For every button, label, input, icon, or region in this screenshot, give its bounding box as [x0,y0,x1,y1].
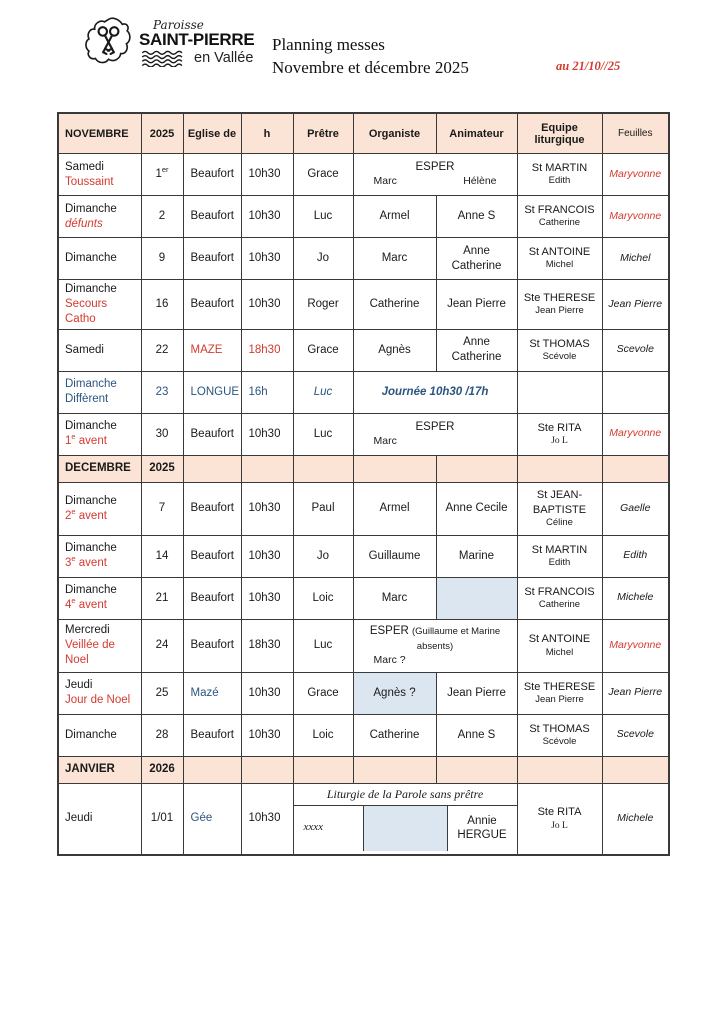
month-row [58,756,669,783]
animator-cell: Anne S [436,714,517,756]
animator-cell: Jean Pierre [436,280,517,330]
table-row [58,714,669,756]
sheets-cell: Michel [602,238,669,280]
logo-sub-name: en Vallée [194,50,254,67]
time-cell: 10h30 [241,196,293,238]
date-cell: 23 [141,371,183,413]
liturgy-team-cell: St MARTIN Edith [517,535,602,577]
animator-cell: Anne Catherine [436,238,517,280]
liturgy-sub-cell: xxxx [294,806,364,851]
liturgy-team-cell: St MARTIN Edith [517,154,602,196]
time-cell: 18h30 [241,329,293,371]
day-cell: Dimanche 1e avent [58,413,141,455]
time-cell: 10h30 [241,280,293,330]
planning-table [57,112,670,856]
sheets-cell: Edith [602,535,669,577]
priest-cell: Paul [293,482,353,535]
liturgy-team-cell: St FRANCOIS Catherine [517,577,602,619]
day-cell: Dimanche 2e avent [58,482,141,535]
church-cell: Beaufort [183,714,241,756]
day-cell: Jeudi [58,783,141,855]
liturgy-team-cell: Ste RITA Jo L [517,413,602,455]
priest-cell: Jo [293,535,353,577]
empty-cell [436,455,517,482]
priest-cell: Loic [293,577,353,619]
logo-main-name: SAINT-PIERRE [139,30,255,50]
liturgy-team-cell: Ste RITA Jo L [517,783,602,855]
date-cell: 2 [141,196,183,238]
sheets-cell: Jean Pierre [602,280,669,330]
day-cell: Samedi Toussaint [58,154,141,196]
date-cell: 1er [141,154,183,196]
animator-cell: Marine [436,535,517,577]
empty-cell [353,756,436,783]
date-cell: 1/01 [141,783,183,855]
date-cell: 16 [141,280,183,330]
priest-cell: Luc [293,413,353,455]
day-cell: Dimanche Secours Catho [58,280,141,330]
empty-cell [241,756,293,783]
date-cell: 30 [141,413,183,455]
church-cell: Beaufort [183,413,241,455]
organist-cell: Armel [353,482,436,535]
table-row [58,482,669,535]
empty-cell [183,756,241,783]
sheets-cell: Jean Pierre [602,672,669,714]
liturgy-note: Liturgie de la Parole sans prêtre [294,784,517,806]
empty-cell [183,455,241,482]
priest-cell: Grace [293,329,353,371]
time-cell: 10h30 [241,577,293,619]
planning-table-body [58,154,669,855]
animator-cell: Anne Catherine [436,329,517,371]
organist-cell: Marc [353,238,436,280]
col-year: 2025 [141,113,183,154]
col-hour: h [241,113,293,154]
table-row [58,672,669,714]
day-cell: Dimanche [58,714,141,756]
animator-cell: Anne S [436,196,517,238]
church-cell: Beaufort [183,154,241,196]
day-cell: Dimanche 4e avent [58,577,141,619]
day-cell: Dimanche Diffèrent [58,371,141,413]
empty-cell [353,455,436,482]
priest-cell: Roger [293,280,353,330]
table-row [58,196,669,238]
sheets-cell: Scevole [602,329,669,371]
church-cell: Beaufort [183,482,241,535]
parish-logo-text [139,19,254,67]
organist-animator-cell: ESPER (Guillaume et Marine absents) Marc ? [353,619,517,672]
organist-cell: Catherine [353,280,436,330]
sheets-cell: Scevole [602,714,669,756]
table-row [58,413,669,455]
liturgy-team-cell: Ste THERESE Jean Pierre [517,672,602,714]
time-cell: 10h30 [241,535,293,577]
time-cell: 10h30 [241,783,293,855]
animator-cell [436,577,517,619]
document-title [272,33,469,80]
table-row [58,154,669,196]
table-row [58,280,669,330]
col-sheets: Feuilles [602,113,669,154]
crossed-keys-icon [84,17,133,69]
liturgy-team-cell: St THOMAS Scévole [517,714,602,756]
organist-animator-cell: Journée 10h30 /17h [353,371,517,413]
date-cell: 24 [141,619,183,672]
liturgy-team-cell: St THOMAS Scévole [517,329,602,371]
liturgy-team-cell: St ANTOINE Michel [517,619,602,672]
empty-cell [517,756,602,783]
church-cell: Beaufort [183,238,241,280]
animator-cell: Jean Pierre [436,672,517,714]
waves-icon [139,50,189,67]
church-cell: Beaufort [183,280,241,330]
empty-cell [293,756,353,783]
liturgy-team-cell [517,371,602,413]
church-cell: Beaufort [183,619,241,672]
priest-cell: Grace [293,672,353,714]
priest-cell: Loic [293,714,353,756]
table-row [58,783,669,855]
year-cell: 2025 [141,455,183,482]
table-row [58,535,669,577]
month-cell: DECEMBRE [58,455,141,482]
year-cell: 2026 [141,756,183,783]
organist-animator-cell: ESPER Marc [353,413,517,455]
month-row [58,455,669,482]
liturgy-sub-cell [364,806,448,851]
col-month: NOVEMBRE [58,113,141,154]
organist-cell: Agnès [353,329,436,371]
day-cell: Samedi [58,329,141,371]
priest-cell: Luc [293,371,353,413]
day-cell: Dimanche 3e avent [58,535,141,577]
date-cell: 22 [141,329,183,371]
title-line1: Planning messes [272,35,385,54]
empty-cell [602,756,669,783]
sheets-cell [602,371,669,413]
title-line2: Novembre et décembre 2025 [272,58,469,78]
empty-cell [436,756,517,783]
church-cell: MAZE [183,329,241,371]
table-row [58,619,669,672]
time-cell: 10h30 [241,238,293,280]
church-cell: Beaufort [183,577,241,619]
time-cell: 10h30 [241,413,293,455]
organist-cell: Marc [353,577,436,619]
sheets-cell: Maryvonne [602,619,669,672]
church-cell: Beaufort [183,535,241,577]
date-cell: 14 [141,535,183,577]
organist-cell: Armel [353,196,436,238]
priest-cell: Luc [293,619,353,672]
date-cell: 7 [141,482,183,535]
updated-date-note: au 21/10//25 [556,59,621,73]
sheets-cell: Michele [602,577,669,619]
time-cell: 10h30 [241,714,293,756]
time-cell: 10h30 [241,672,293,714]
empty-cell [602,455,669,482]
col-church: Eglise de [183,113,241,154]
month-cell: JANVIER [58,756,141,783]
organist-animator-cell: ESPER Marc Hélène [353,154,517,196]
parish-logo [84,17,254,69]
church-cell: Mazé [183,672,241,714]
day-cell: Dimanche défunts [58,196,141,238]
col-priest: Prêtre [293,113,353,154]
church-cell: Beaufort [183,196,241,238]
col-animator: Animateur [436,113,517,154]
empty-cell [517,455,602,482]
sheets-cell: Maryvonne [602,154,669,196]
date-cell: 9 [141,238,183,280]
table-row [58,238,669,280]
priest-cell: Jo [293,238,353,280]
empty-cell [293,455,353,482]
table-row [58,577,669,619]
table-row [58,371,669,413]
animator-cell: Anne Cecile [436,482,517,535]
time-cell: 10h30 [241,154,293,196]
logo-script-word: Paroisse [153,17,204,32]
organist-cell: Agnès ? [353,672,436,714]
date-cell: 21 [141,577,183,619]
date-cell: 28 [141,714,183,756]
col-liturgy-team: Equipe liturgique [517,113,602,154]
sheets-cell: Maryvonne [602,413,669,455]
sheets-cell: Maryvonne [602,196,669,238]
day-cell: Mercredi Veillée de Noel [58,619,141,672]
organist-cell: Catherine [353,714,436,756]
liturgy-team-cell: St JEAN-BAPTISTE Céline [517,482,602,535]
day-cell: Jeudi Jour de Noel [58,672,141,714]
liturgy-merged-cell [293,783,517,855]
day-cell: Dimanche [58,238,141,280]
sheets-cell: Michele [602,783,669,855]
col-organist: Organiste [353,113,436,154]
priest-cell: Luc [293,196,353,238]
liturgy-team-cell: St FRANCOIS Catherine [517,196,602,238]
liturgy-team-cell: Ste THERESE Jean Pierre [517,280,602,330]
time-cell: 16h [241,371,293,413]
liturgy-team-cell: St ANTOINE Michel [517,238,602,280]
time-cell: 18h30 [241,619,293,672]
date-cell: 25 [141,672,183,714]
priest-cell: Grace [293,154,353,196]
church-cell: Gée [183,783,241,855]
empty-cell [241,455,293,482]
time-cell: 10h30 [241,482,293,535]
sheets-cell: Gaelle [602,482,669,535]
liturgy-sub-cell: Annie HERGUE [457,814,507,842]
church-cell: LONGUE [183,371,241,413]
organist-cell: Guillaume [353,535,436,577]
header-row [58,113,669,154]
table-row [58,329,669,371]
